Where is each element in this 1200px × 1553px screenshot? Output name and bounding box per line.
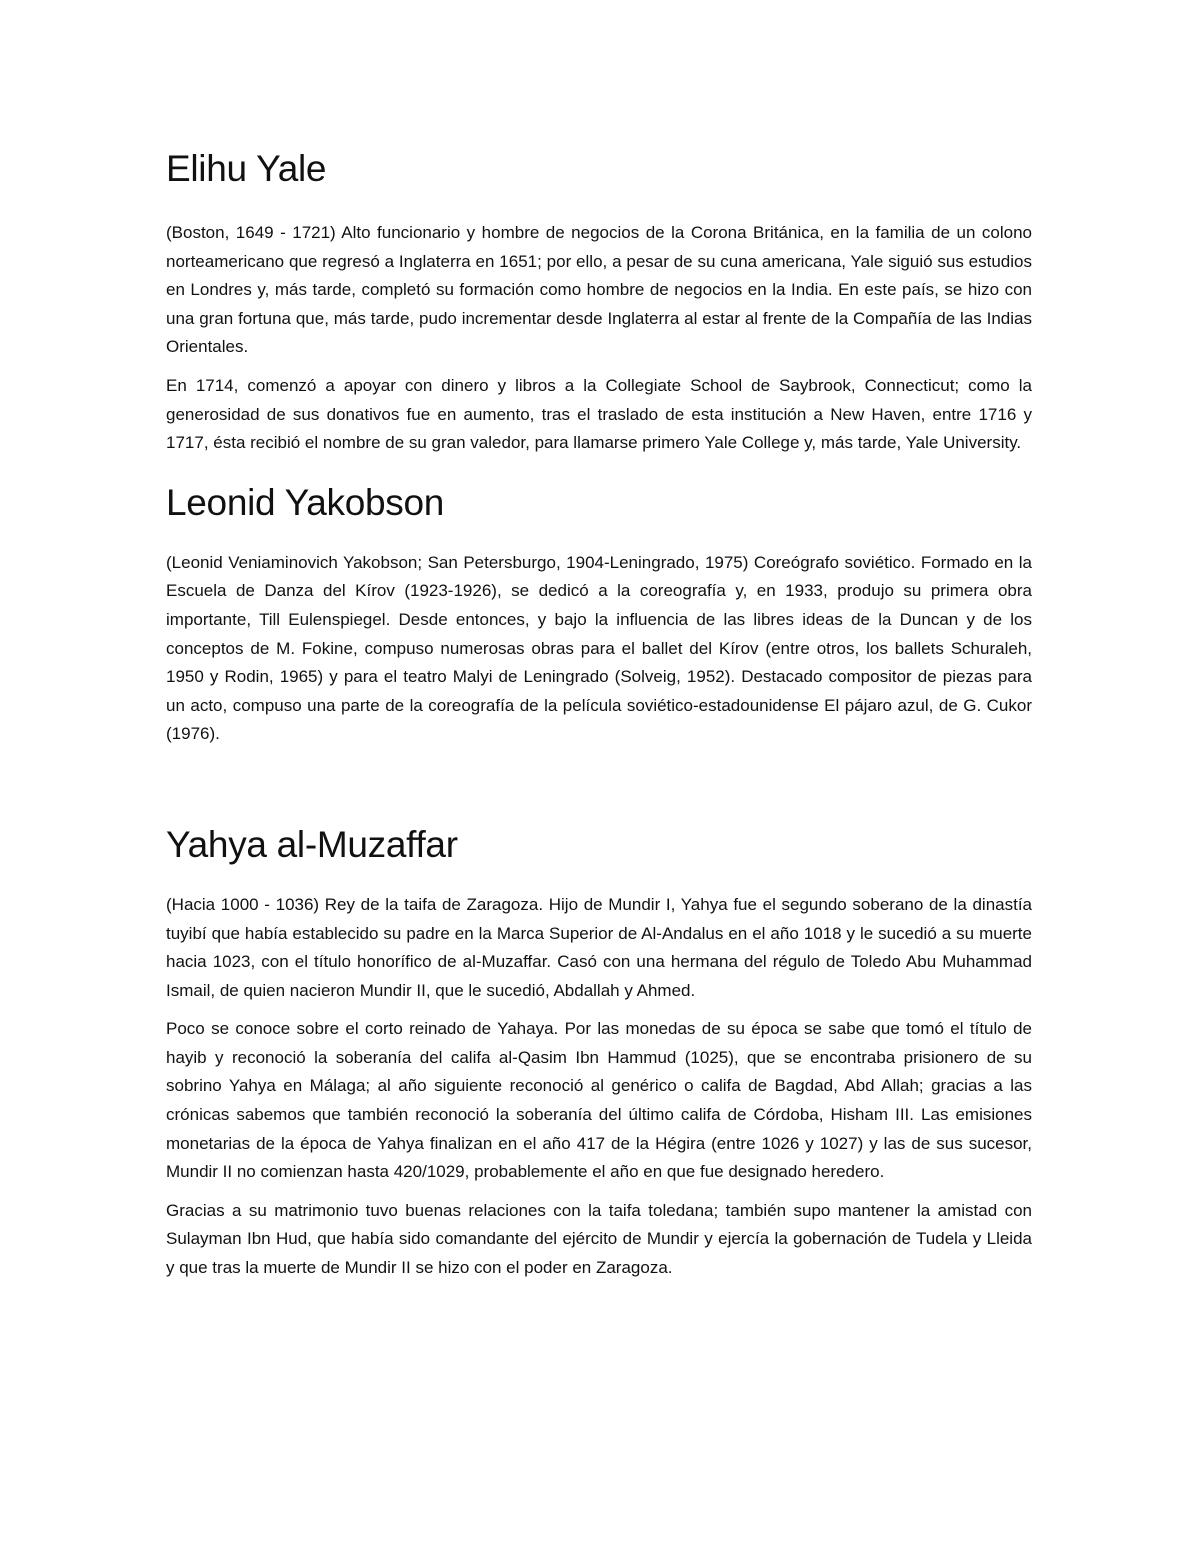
paragraph-elihu-yale-donations: En 1714, comenzó a apoyar con dinero y libros a la Collegiate School de Saybrook, Connecticut; como la generosidad de sus donativos fue en aumento, tras el traslado de esta institución a New Haven, entre 1716 y 1717, ésta recibió el nombre de su gran valedor, para llamarse primero Yale College y, más tarde, Yale University. — [166, 375, 1032, 453]
paragraph-elihu-yale-biography: (Boston, 1649 - 1721) Alto funcionario y hombre de negocios de la Corona Británica, en la familia de un colono norteamericano que regresó a Inglaterra en 1651; por ello, a pesar de su cuna americana, Yale siguió sus estudios en Londres y, más tarde, completó su formación como hombre de negocios en la India. En este país, se hizo con una gran fortuna que, más tarde, pudo incrementar desde Inglaterra al estar al frente de la Compañía de las Indias Orientales. — [166, 223, 1032, 357]
document-page — [166, 130, 1032, 1283]
paragraph-yahya-al-muzaffar-relations: Gracias a su matrimonio tuvo buenas relaciones con la taifa toledana; también supo mantener la amistad con Sulayman Ibn Hud, que había sido comandante del ejército de Mundir y ejercía la gobernación de Tudela y Lleida y que tras la muerte de Mundir II se hizo con el poder en Zaragoza. — [166, 1200, 1032, 1278]
section-title-yahya-al-muzaffar: Yahya al-Muzaffar — [166, 823, 458, 865]
paragraph-yahya-al-muzaffar-reign: Poco se conoce sobre el corto reinado de Yahaya. Por las monedas de su época se sabe que tomó el título de hayib y reconoció la soberanía del califa al-Qasim Ibn Hammud (1025), que se encontraba prisionero de su sobrino Yahya en Málaga; al año siguiente reconoció al genérico o califa de Bagdad, Abd Allah; gracias a las crónicas sabemos que también reconoció la soberanía del último califa de Córdoba, Hisham III. Las emisiones monetarias de la época de Yahya finalizan en el año 417 de la Hégira (entre 1026 y 1027) y las de sus sucesor, Mundir II no comienzan hasta 420/1029, probablemente el año en que fue designado heredero. — [166, 1019, 1032, 1182]
section-title-elihu-yale: Elihu Yale — [166, 148, 327, 189]
paragraph-leonid-yakobson-biography: (Leonid Veniaminovich Yakobson; San Petersburgo, 1904-Leningrado, 1975) Coreógrafo soviético. Formado en la Escuela de Danza del Kírov (1923-1926), se dedicó a la coreografía y, en 1933, produjo su primera obra importante, Till Eulenspiegel. Desde entonces, y bajo la influencia de las libres ideas de la Duncan y de los conceptos de M. Fokine, compuso numerosas obras para el ballet del Kírov (entre otros, los ballets Schuraleh, 1950 y Rodin, 1965) y para el teatro Malyi de Leningrado (Solveig, 1952). Destacado compositor de piezas para un acto, compuso una parte de la coreografía de la película soviético-estadounidense El pájaro azul, de G. Cukor (1976). — [166, 552, 1032, 744]
section-title-leonid-yakobson: Leonid Yakobson — [166, 481, 445, 523]
paragraph-yahya-al-muzaffar-biography: (Hacia 1000 - 1036) Rey de la taifa de Zaragoza. Hijo de Mundir I, Yahya fue el segundo soberano de la dinastía tuyibí que había establecido su padre en la Marca Superior de Al-Andalus en el año 1018 y le sucedió a su muerte hacia 1023, con el título honorífico de al-Muzaffar. Casó con una hermana del régulo de Toledo Abu Muhammad Ismail, de quien nacieron Mundir II, que le sucedió, Abdallah y Ahmed. — [166, 894, 1032, 1000]
